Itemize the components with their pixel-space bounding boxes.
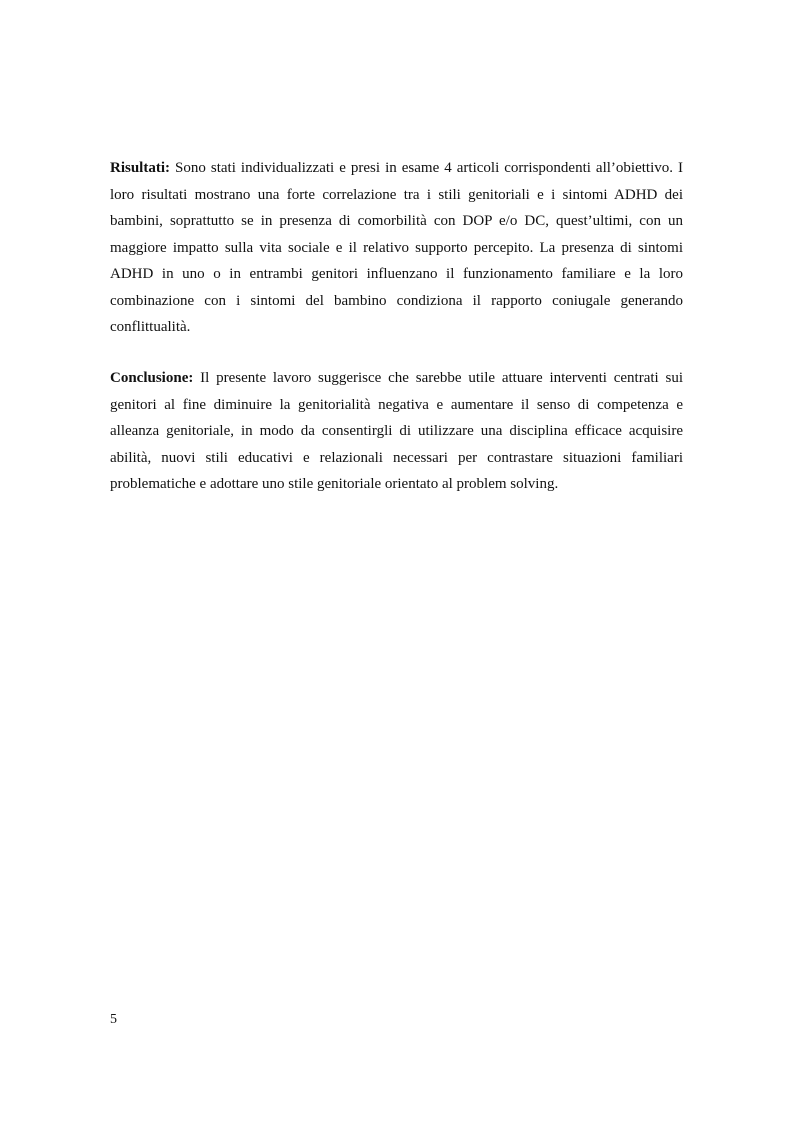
results-text: Sono stati individualizzati e presi in esame 4 articoli corrispondenti all’obiettivo. I loro risultati mostrano una forte correlazione tra i stili genitoriali e i sintomi ADHD dei bambini, soprattutto se in presenza di comorbilità con DOP e/o DC, quest’ultimi, con un maggiore impatto sulla vita sociale e il relativo supporto percepito. La presenza di sintomi ADHD in uno o in entrambi genitori influenzano il funzionamento familiare e la loro combinazione con i sintomi del bambino condiziona il rapporto coniugale generando conflittualità. — [110, 160, 684, 335]
results-label: Risultati: — [110, 160, 170, 176]
conclusion-label: Conclusione: — [110, 370, 194, 386]
conclusion-text: Il presente lavoro suggerisce che sarebbe utile attuare interventi centrati sui genitori al fine diminuire la genitorialità negativa e aumentare il senso di competenza e alleanza genitoriale, in modo da consentirgli di utilizzare una disciplina efficace acquisire abilità, nuovi stili educativi e relazionali necessari per contrastare situazioni familiari problematiche e adottare uno stile genitoriale orientato al problem solving. — [110, 370, 684, 492]
page-number: 5 — [110, 1012, 117, 1027]
results-paragraph — [110, 155, 683, 341]
conclusion-paragraph — [110, 365, 683, 498]
